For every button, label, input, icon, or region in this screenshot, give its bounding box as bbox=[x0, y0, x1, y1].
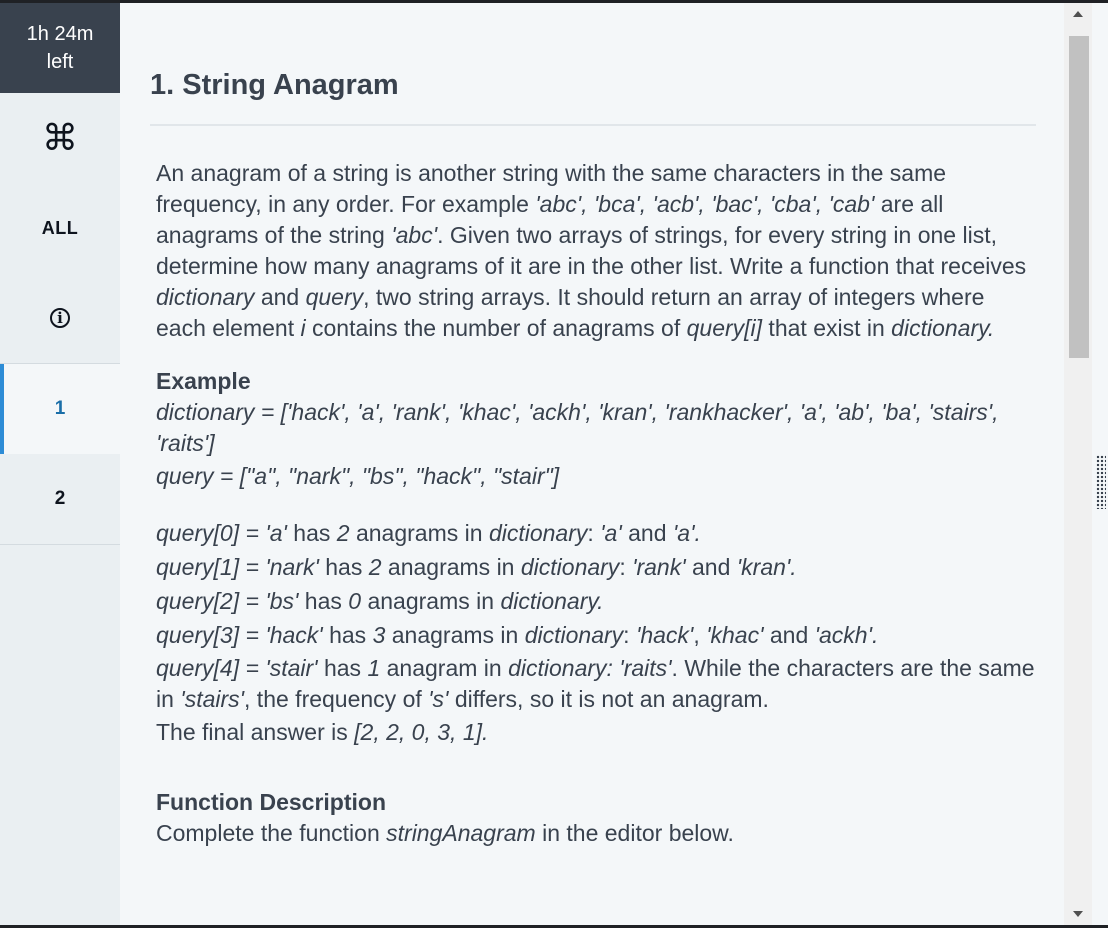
emphasis-text: 'abc', 'bca', 'acb', 'bac', 'cba', 'cab' bbox=[535, 191, 875, 217]
timer bbox=[0, 3, 120, 93]
emphasis-text: query[2] = 'bs' bbox=[156, 588, 299, 614]
text-run: has bbox=[317, 655, 368, 681]
emphasis-text: 'khac' bbox=[706, 622, 764, 648]
text-run: has bbox=[318, 554, 369, 580]
text-run: anagram in bbox=[380, 655, 509, 681]
sidebar bbox=[0, 3, 120, 925]
emphasis-text: dictionary bbox=[488, 520, 588, 546]
text-run: : bbox=[619, 554, 633, 580]
text-run: and bbox=[254, 284, 306, 310]
emphasis-text: query[4] = 'stair' bbox=[156, 655, 318, 681]
query-line bbox=[156, 461, 1036, 492]
text-run: : bbox=[587, 520, 601, 546]
command-icon[interactable]: ⌘ bbox=[42, 117, 78, 158]
text-run: has bbox=[322, 622, 373, 648]
all-questions-button[interactable]: ALL bbox=[41, 217, 79, 238]
emphasis-text: dictionary bbox=[156, 284, 255, 310]
emphasis-text: 'stairs' bbox=[180, 686, 245, 712]
text-run: has bbox=[286, 520, 337, 546]
emphasis-text: stringAnagram bbox=[386, 820, 536, 846]
info-button[interactable] bbox=[0, 273, 120, 363]
explanation-line bbox=[156, 516, 1036, 550]
dictionary-line bbox=[156, 397, 1036, 459]
text-run: contains the number of anagrams of bbox=[305, 315, 687, 341]
function-description-heading: Function Description bbox=[156, 789, 386, 815]
text-run: are all anagrams of the string bbox=[156, 191, 944, 248]
explanation-line bbox=[156, 653, 1036, 715]
emphasis-text: query[0] = 'a' bbox=[156, 520, 287, 546]
timer-unit: left bbox=[46, 51, 74, 73]
text-run: The final answer is bbox=[156, 719, 355, 745]
emphasis-text: 'abc' bbox=[391, 222, 438, 248]
emphasis-text: dictionary. bbox=[500, 588, 604, 614]
emphasis-text: 'a' bbox=[600, 520, 622, 546]
emphasis-text: dictionary bbox=[520, 554, 620, 580]
scrollbar-thumb[interactable] bbox=[1069, 36, 1089, 358]
text-run: . Given two arrays of strings, for every string in one list, determine how many anagrams of it are in the other list. Write a function that receives bbox=[156, 222, 1027, 279]
text-run: anagrams in bbox=[385, 622, 525, 648]
emphasis-text: 2 bbox=[368, 554, 382, 580]
emphasis-text: 'rank' bbox=[632, 554, 686, 580]
problem-description bbox=[156, 158, 1036, 344]
resize-handle-icon[interactable] bbox=[1096, 455, 1106, 509]
final-answer bbox=[156, 715, 1036, 749]
emphasis-text: 'a'. bbox=[672, 520, 701, 546]
explanation-line bbox=[156, 618, 1036, 652]
scroll-up-arrow-icon[interactable] bbox=[1073, 11, 1083, 17]
timer-value: 1h 24m bbox=[26, 23, 94, 45]
dictionary-value: dictionary = ['hack', 'a', 'rank', 'khac', 'ackh', 'kran', 'rankhacker', 'a', 'ab', 'ba', 'stairs', 'raits'] bbox=[156, 399, 999, 456]
emphasis-text: query[1] = 'nark' bbox=[156, 554, 319, 580]
text-run: , two string arrays. It should return an array of integers where each element bbox=[156, 284, 985, 341]
emphasis-text: query[3] = 'hack' bbox=[156, 622, 323, 648]
info-icon: i bbox=[50, 308, 70, 328]
text-run: anagrams in bbox=[349, 520, 489, 546]
emphasis-text: 2 bbox=[336, 520, 350, 546]
text-run: and bbox=[621, 520, 673, 546]
emphasis-text: 'hack' bbox=[635, 622, 694, 648]
example-explanation bbox=[156, 516, 1036, 749]
text-run: anagrams in bbox=[381, 554, 521, 580]
title-divider bbox=[150, 124, 1036, 126]
emphasis-text: 'ackh'. bbox=[814, 622, 879, 648]
example-heading: Example bbox=[156, 368, 251, 394]
emphasis-text: query[i] bbox=[686, 315, 763, 341]
function-description-section bbox=[156, 787, 1036, 849]
emphasis-text: 1 bbox=[367, 655, 381, 681]
text-run: and bbox=[763, 622, 815, 648]
text-run: An anagram of a string is another string with the same characters in the same frequency, in any order. For example bbox=[156, 160, 947, 217]
function-description-text bbox=[156, 818, 1036, 849]
question-2-tab[interactable]: 2 bbox=[0, 454, 120, 545]
emphasis-text: dictionary: 'raits' bbox=[508, 655, 672, 681]
example-section bbox=[156, 366, 1036, 492]
text-run: differs, so it is not an anagram. bbox=[448, 686, 769, 712]
emphasis-text: [2, 2, 0, 3, 1]. bbox=[354, 719, 489, 745]
text-run: Complete the function bbox=[156, 820, 387, 846]
text-run: , bbox=[693, 622, 707, 648]
problem-panel bbox=[120, 3, 1064, 925]
text-run: that exist in bbox=[762, 315, 892, 341]
text-run: , the frequency of bbox=[244, 686, 429, 712]
text-run: in the editor below. bbox=[535, 820, 734, 846]
text-run: : bbox=[623, 622, 636, 648]
explanation-line bbox=[156, 584, 1036, 618]
question-1-tab[interactable]: 1 bbox=[0, 364, 120, 454]
query-value: query = ["a", "nark", "bs", "hack", "stair"] bbox=[156, 463, 560, 489]
scroll-down-arrow-icon[interactable] bbox=[1073, 911, 1083, 917]
emphasis-text: 'kran'. bbox=[736, 554, 797, 580]
emphasis-text: 0 bbox=[348, 588, 362, 614]
emphasis-text: 's' bbox=[428, 686, 449, 712]
emphasis-text: dictionary. bbox=[891, 315, 995, 341]
emphasis-text: query bbox=[305, 284, 364, 310]
emphasis-text: i bbox=[300, 315, 306, 341]
text-run: has bbox=[298, 588, 349, 614]
emphasis-text: 3 bbox=[372, 622, 386, 648]
emphasis-text: dictionary bbox=[524, 622, 624, 648]
explanation-line bbox=[156, 550, 1036, 584]
problem-content bbox=[156, 158, 1036, 849]
problem-title: 1. String Anagram bbox=[150, 69, 399, 101]
text-run: anagrams in bbox=[361, 588, 501, 614]
vertical-scrollbar[interactable] bbox=[1064, 3, 1092, 925]
text-run: . While the characters are the same in bbox=[156, 655, 1035, 712]
text-run: and bbox=[685, 554, 737, 580]
